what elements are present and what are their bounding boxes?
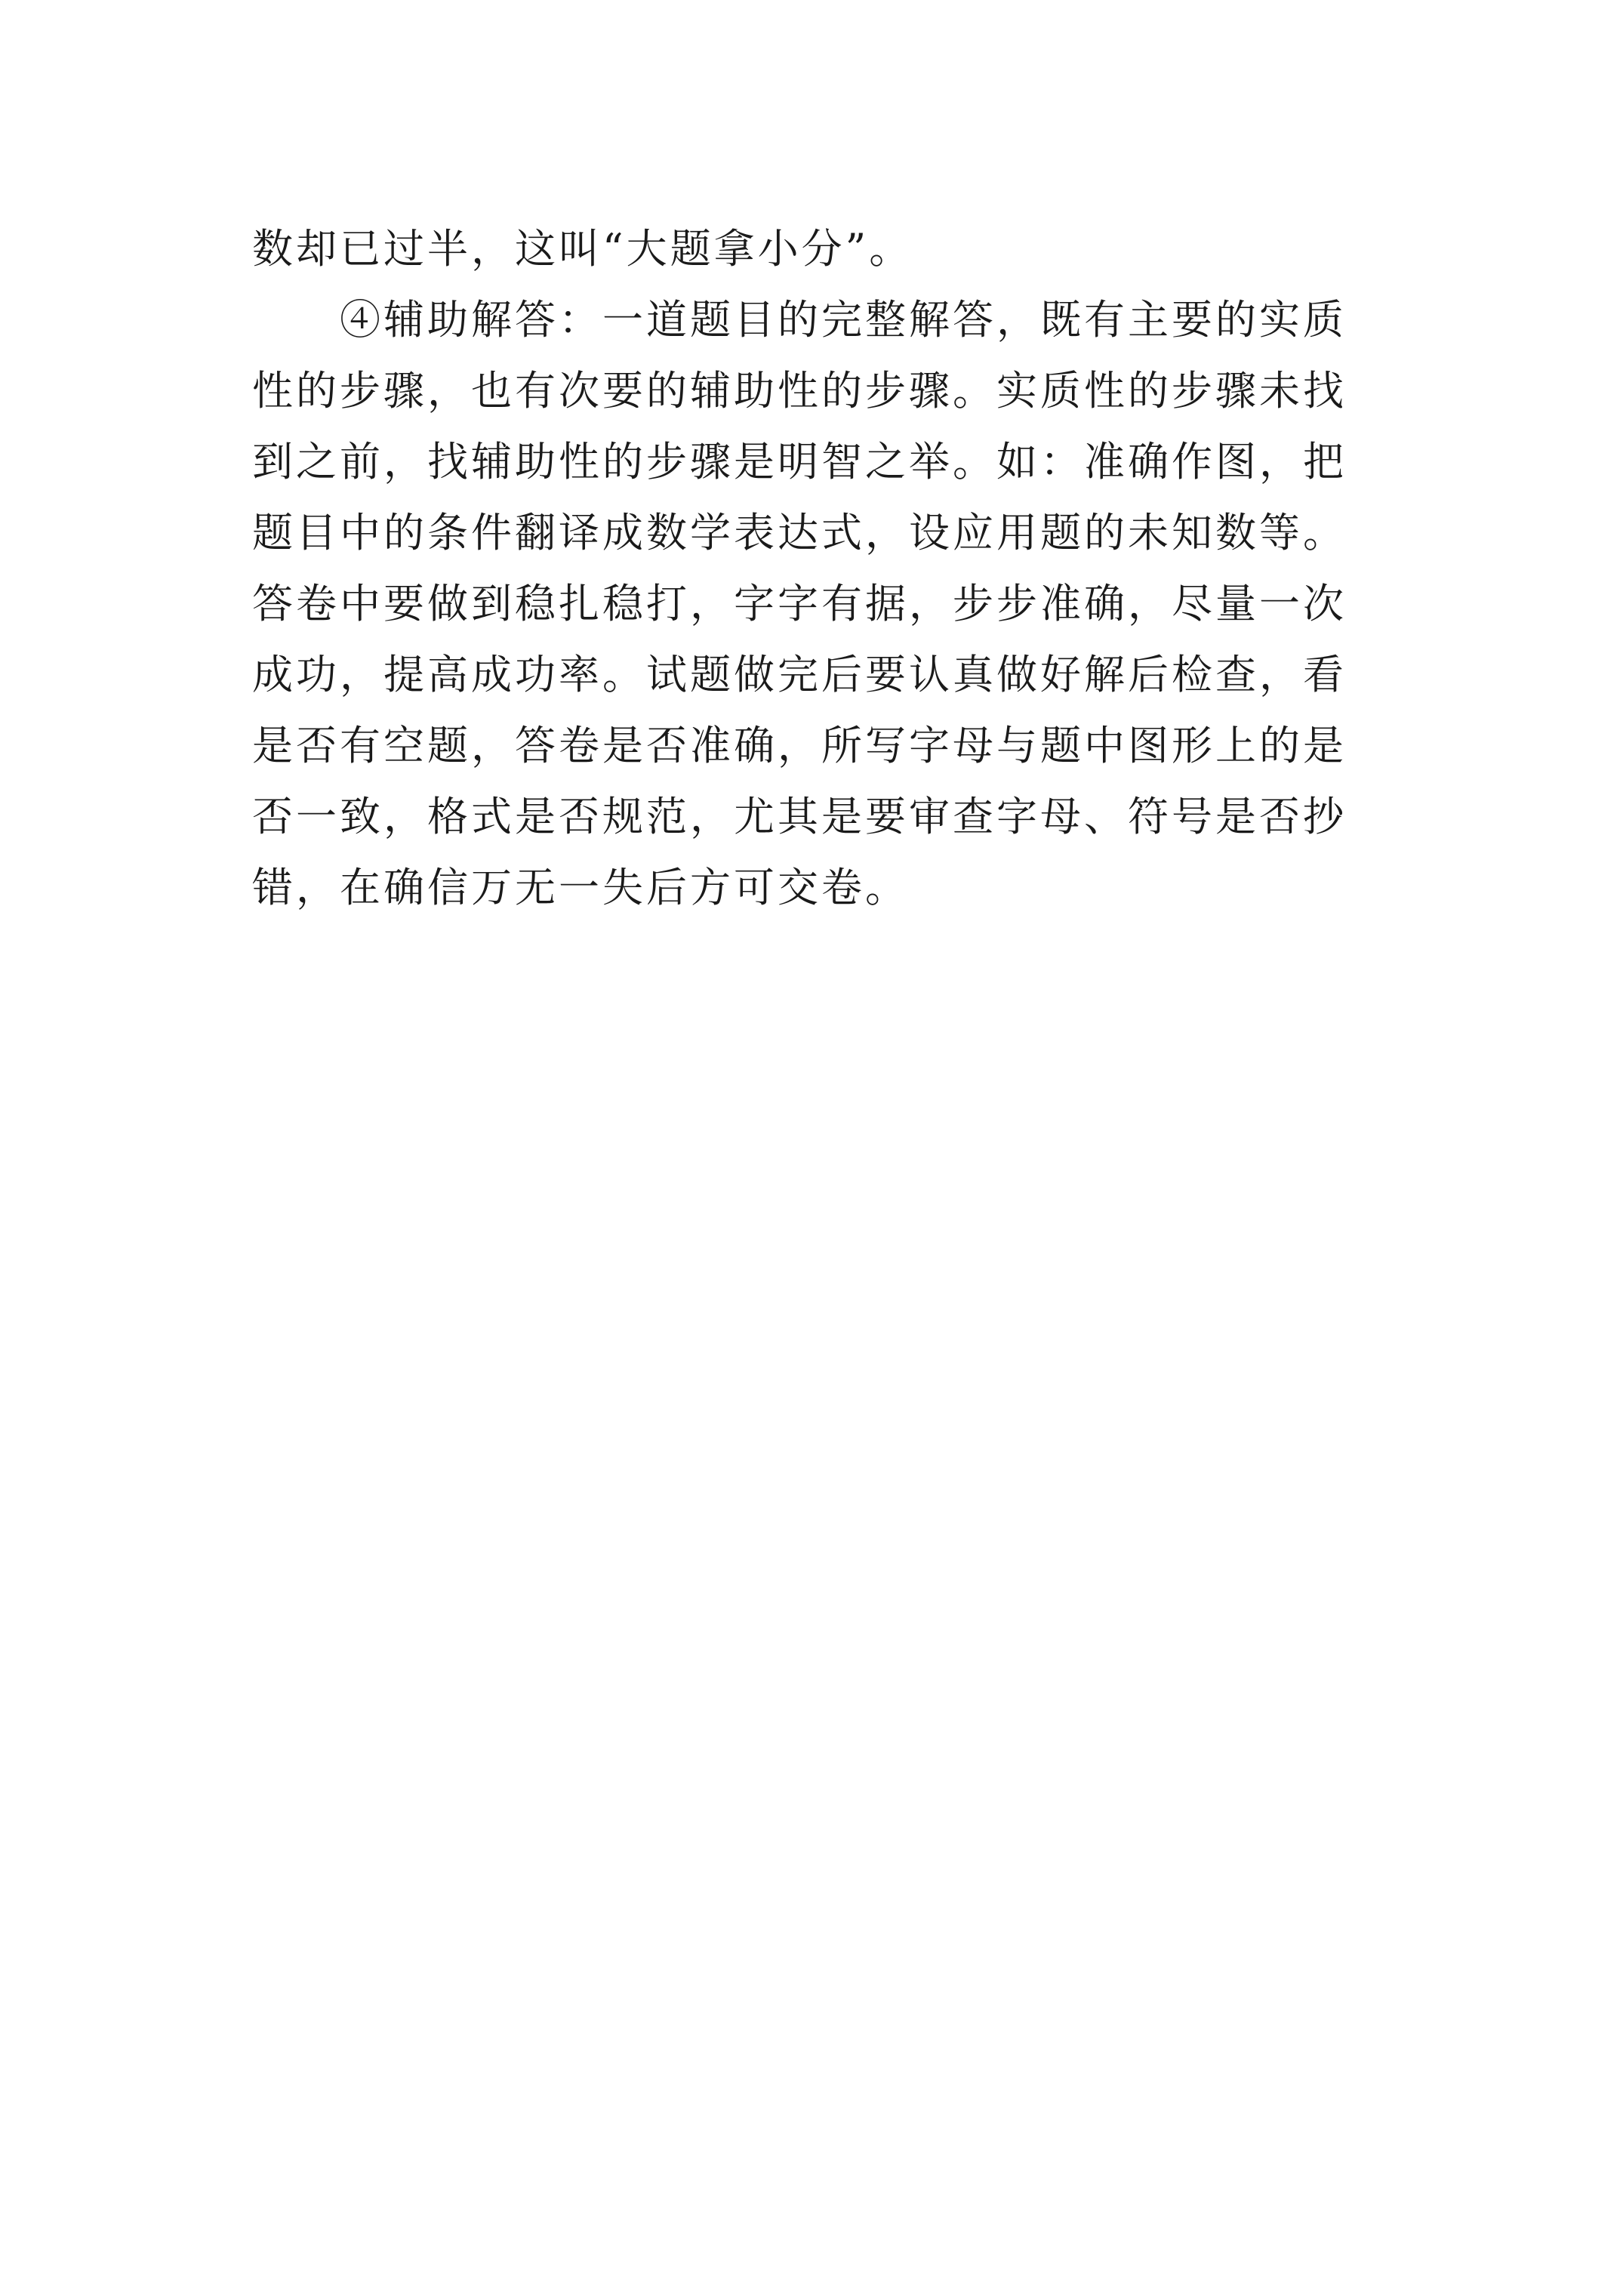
paragraph: ④辅助解答：一道题目的完整解答，既有主要的实质性的步骤，也有次要的辅助性的步骤。实质性的步骤未找到之前，找辅助性的步骤是明智之举。如：准确作图，把题目中的条件翻译成数学表达式，设应用题的未知数等。答卷中要做到稳扎稳打，字字有据，步步准确，尽量一次成功，提高成功率。试题做完后要认真做好解后检查，看是否有空题，答卷是否准确，所写字母与题中图形上的是否一致，格式是否规范，尤其是要审查字母、符号是否抄错，在确信万无一失后方可交卷。 <box>252 296 1347 911</box>
document-body <box>252 214 1384 923</box>
paragraph: 数却已过半，这叫“大题拿小分”。 <box>252 225 913 273</box>
